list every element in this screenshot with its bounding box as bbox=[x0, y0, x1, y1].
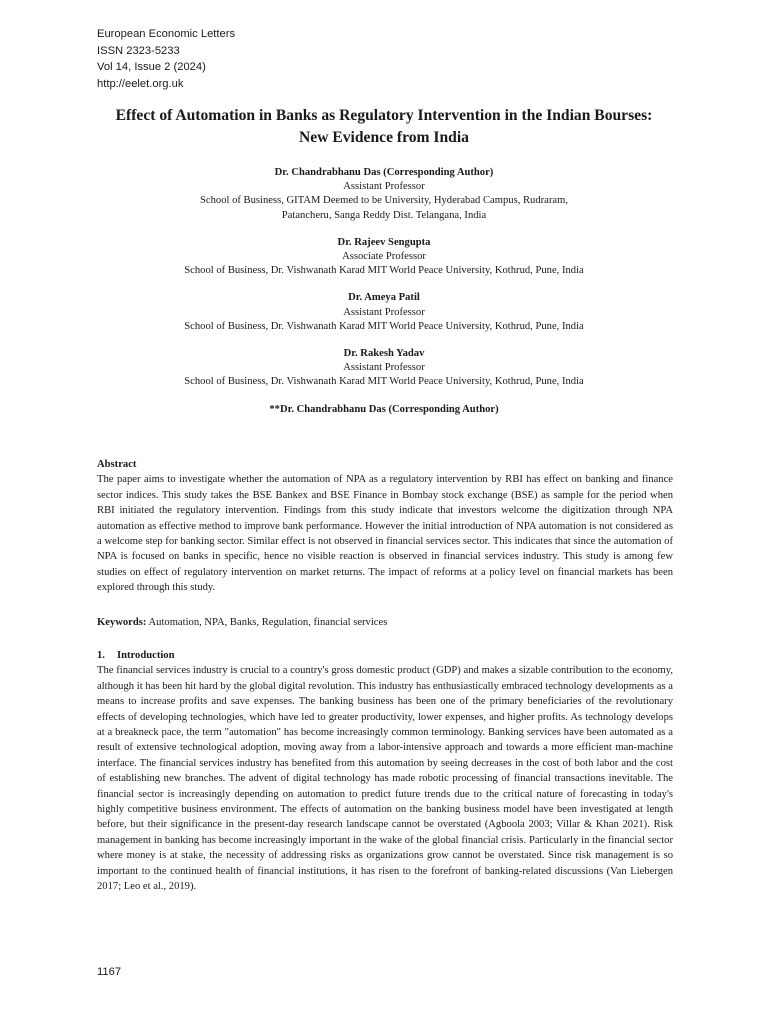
journal-volume: Vol 14, Issue 2 (2024) bbox=[97, 61, 206, 73]
abstract-text: The paper aims to investigate whether the automation of NPA as a regulatory intervention by RBI has effect on banking and finance sector indices. This study takes the BSE Bankex and BSE Finance in Bombay stock exchange (BSE) as sample for the period when RBI initiated the regulatory intervention. Findings from this study indicate that investors welcome the digitization through NPA automation as effective method to improve bank performance. However the initial introduction of NPA automation is not considered as a welcome step for banking sector. Similar effect is not observed in financial services sector. This indicates that since the automation of NPA is focused on banks in specific, hence no visible reaction is observed in financial services industry. This study is among few studies on effect of regulatory intervention on market returns. The impact of reforms at a policy level on financial markets has been explored through this study. bbox=[97, 474, 673, 594]
page-number: 1167 bbox=[97, 966, 122, 978]
author-affiliation-cont: Patancheru, Sanga Reddy Dist. Telangana, India bbox=[281, 209, 487, 221]
journal-issn: ISSN 2323-5233 bbox=[97, 44, 180, 57]
keywords-text: Automation, NPA, Banks, Regulation, financial services bbox=[146, 617, 388, 628]
journal-url: http://eelet.org.uk bbox=[97, 77, 184, 90]
paper-title bbox=[60, 105, 708, 149]
author-role: Assistant Professor bbox=[343, 181, 425, 193]
author-list bbox=[60, 166, 708, 417]
author-affiliation: School of Business, Dr. Vishwanath Karad MIT World Peace University, Kothrud, Pune, India bbox=[184, 265, 584, 277]
author-block bbox=[60, 236, 708, 279]
author-role: Assistant Professor bbox=[343, 306, 425, 318]
introduction-section bbox=[97, 648, 673, 895]
introduction-text: The financial services industry is crucial to a country's gross domestic product (GDP) and makes a sizable contribution to the economy, although it has been hit hard by the global digital revolution. This industry has enthusiastically embraced technology developments as a means to increase profits and save expenses. The banking business has been one of the primary beneficiaries of the revolutionary effects of developing technologies, which have led to greater productivity, lower expenses, and higher profits. As technology develops at a breakneck pace, the term "automation" has become increasingly common terminology. Banking services have been automated as a result of extensive technological adoption, moving away from a labor-intensive approach and towards a more efficient man-machine interface. The financial services industry has benefited from this automation by seeing decreases in the cost of both labor and the cost of establishing new branches. The advent of digital technology has made robotic processing of financial transactions inevitable. The financial sector is increasingly depending on automation to predict future trends due to the critical nature of forecasting in today's highly competitive business environment. The effects of automation on the banking business model have been investigated at length before, but their significance in the present-day research landscape cannot be overstated (Agboola 2003; Villar & Khan 2021). Risk management in banking has become increasingly important in the wake of the global financial crisis. Particularly in the financial sector where money is at stake, the necessity of addressing risks as organizations grow cannot be overstated. Since risk management is so important to the continued health of financial institutions, it has risen to the forefront of banking-related discussions (Van Liebergen 2017; Leo et al., 2019). bbox=[97, 665, 673, 893]
keywords-label: Keywords: bbox=[97, 617, 147, 628]
abstract-heading: Abstract bbox=[97, 459, 137, 470]
author-block bbox=[60, 291, 708, 334]
paper-title-line-1: Effect of Automation in Banks as Regulatory Intervention in the Indian Bourses: bbox=[115, 107, 653, 124]
author-name: Dr. Ameya Patil bbox=[348, 292, 420, 304]
author-role: Assistant Professor bbox=[343, 362, 425, 374]
keywords-section bbox=[97, 615, 673, 630]
author-name: Dr. Rajeev Sengupta bbox=[337, 236, 431, 248]
section-number: 1. bbox=[97, 650, 105, 661]
section-title: Introduction bbox=[117, 650, 175, 661]
abstract-section bbox=[97, 457, 673, 596]
journal-name: European Economic Letters bbox=[97, 28, 236, 40]
author-role: Associate Professor bbox=[342, 251, 426, 263]
author-block bbox=[60, 347, 708, 390]
corresponding-author-note: **Dr. Chandrabhanu Das (Corresponding Author) bbox=[269, 403, 499, 415]
author-affiliation: School of Business, GITAM Deemed to be University, Hyderabad Campus, Rudraram, bbox=[200, 195, 568, 207]
author-affiliation: School of Business, Dr. Vishwanath Karad MIT World Peace University, Kothrud, Pune, India bbox=[184, 376, 584, 388]
journal-header bbox=[97, 26, 235, 92]
author-affiliation: School of Business, Dr. Vishwanath Karad MIT World Peace University, Kothrud, Pune, India bbox=[184, 320, 584, 332]
author-name: Dr. Chandrabhanu Das (Corresponding Author) bbox=[274, 167, 494, 178]
author-block bbox=[60, 166, 708, 223]
paper-title-line-2: New Evidence from India bbox=[299, 129, 469, 146]
introduction-heading bbox=[97, 648, 673, 663]
author-name: Dr. Rakesh Yadav bbox=[343, 348, 425, 360]
